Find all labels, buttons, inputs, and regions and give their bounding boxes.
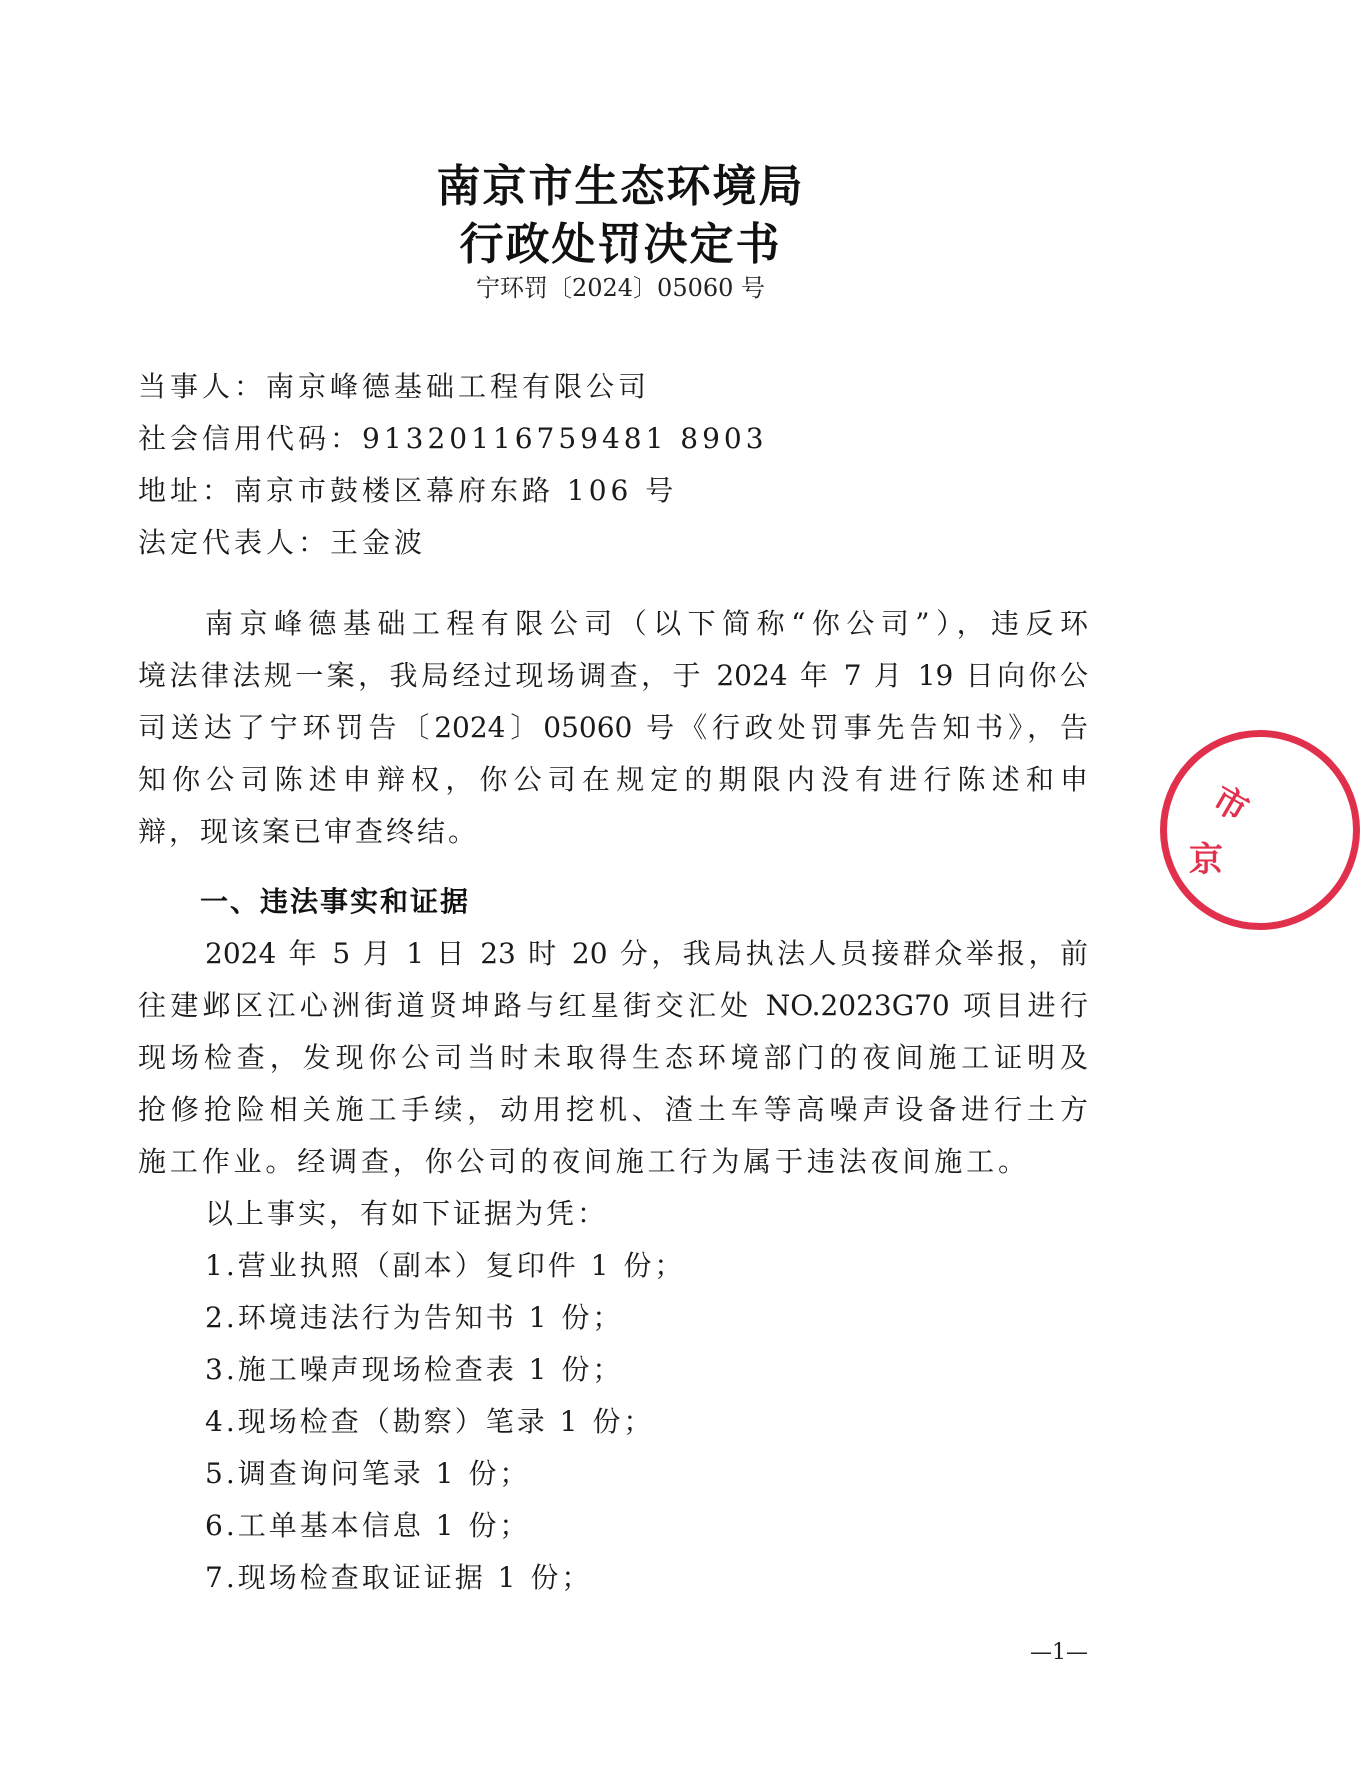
evidence-item: 7.现场检查取证证据 1 份；	[205, 1561, 593, 1594]
intro-line: 知你公司陈述申辩权，你公司在规定的期限内没有进行陈述和申	[138, 763, 1088, 796]
party-credit-code: 社会信用代码：91320116759481 8903	[138, 422, 768, 455]
party-address: 地址：南京市鼓楼区幕府东路 106 号	[138, 474, 678, 507]
facts-line: 2024 年 5 月 1 日 23 时 20 分，我局执法人员接群众举报，前	[205, 937, 1088, 970]
seal-char: 市	[1205, 778, 1255, 831]
party-name: 当事人：南京峰德基础工程有限公司	[138, 370, 651, 403]
page-number: —1—	[1030, 1640, 1088, 1665]
evidence-intro: 以上事实，有如下证据为凭：	[205, 1197, 609, 1230]
party-legal-rep: 法定代表人：王金波	[138, 526, 427, 559]
document-title-line1: 南京市生态环境局	[436, 161, 805, 212]
intro-line: 南京峰德基础工程有限公司（以下简称“你公司”），违反环	[205, 607, 1088, 640]
evidence-item: 6.工单基本信息 1 份；	[205, 1509, 531, 1542]
facts-line: 现场检查，发现你公司当时未取得生态环境部门的夜间施工证明及	[138, 1041, 1088, 1074]
facts-line: 施工作业。经调查，你公司的夜间施工行为属于违法夜间施工。	[138, 1145, 1026, 1178]
facts-line: 往建邺区江心洲街道贤坤路与红星街交汇处 NO.2023G70 项目进行	[138, 989, 1088, 1022]
document-title-line2: 行政处罚决定书	[459, 219, 782, 270]
evidence-item: 3.施工噪声现场检查表 1 份；	[205, 1353, 624, 1386]
seal-char: 京	[1189, 840, 1223, 880]
intro-line: 司送达了宁环罚告〔2024〕05060 号《行政处罚事先告知书》，告	[138, 711, 1088, 744]
intro-line: 辩，现该案已审查终结。	[138, 815, 480, 848]
evidence-item: 1.营业执照（副本）复印件 1 份；	[205, 1249, 686, 1282]
evidence-item: 5.调查询问笔录 1 份；	[205, 1457, 531, 1490]
evidence-item: 4.现场检查（勘察）笔录 1 份；	[205, 1405, 655, 1438]
evidence-item: 2.环境违法行为告知书 1 份；	[205, 1301, 624, 1334]
section-heading-facts: 一、违法事实和证据	[200, 885, 471, 918]
facts-line: 抢修抢险相关施工手续，动用挖机、渣土车等高噪声设备进行土方	[138, 1093, 1088, 1126]
intro-line: 境法律法规一案，我局经过现场调查，于 2024 年 7 月 19 日向你公	[138, 659, 1088, 692]
official-seal	[1160, 730, 1360, 930]
document-number: 宁环罚〔2024〕05060 号	[475, 274, 766, 302]
